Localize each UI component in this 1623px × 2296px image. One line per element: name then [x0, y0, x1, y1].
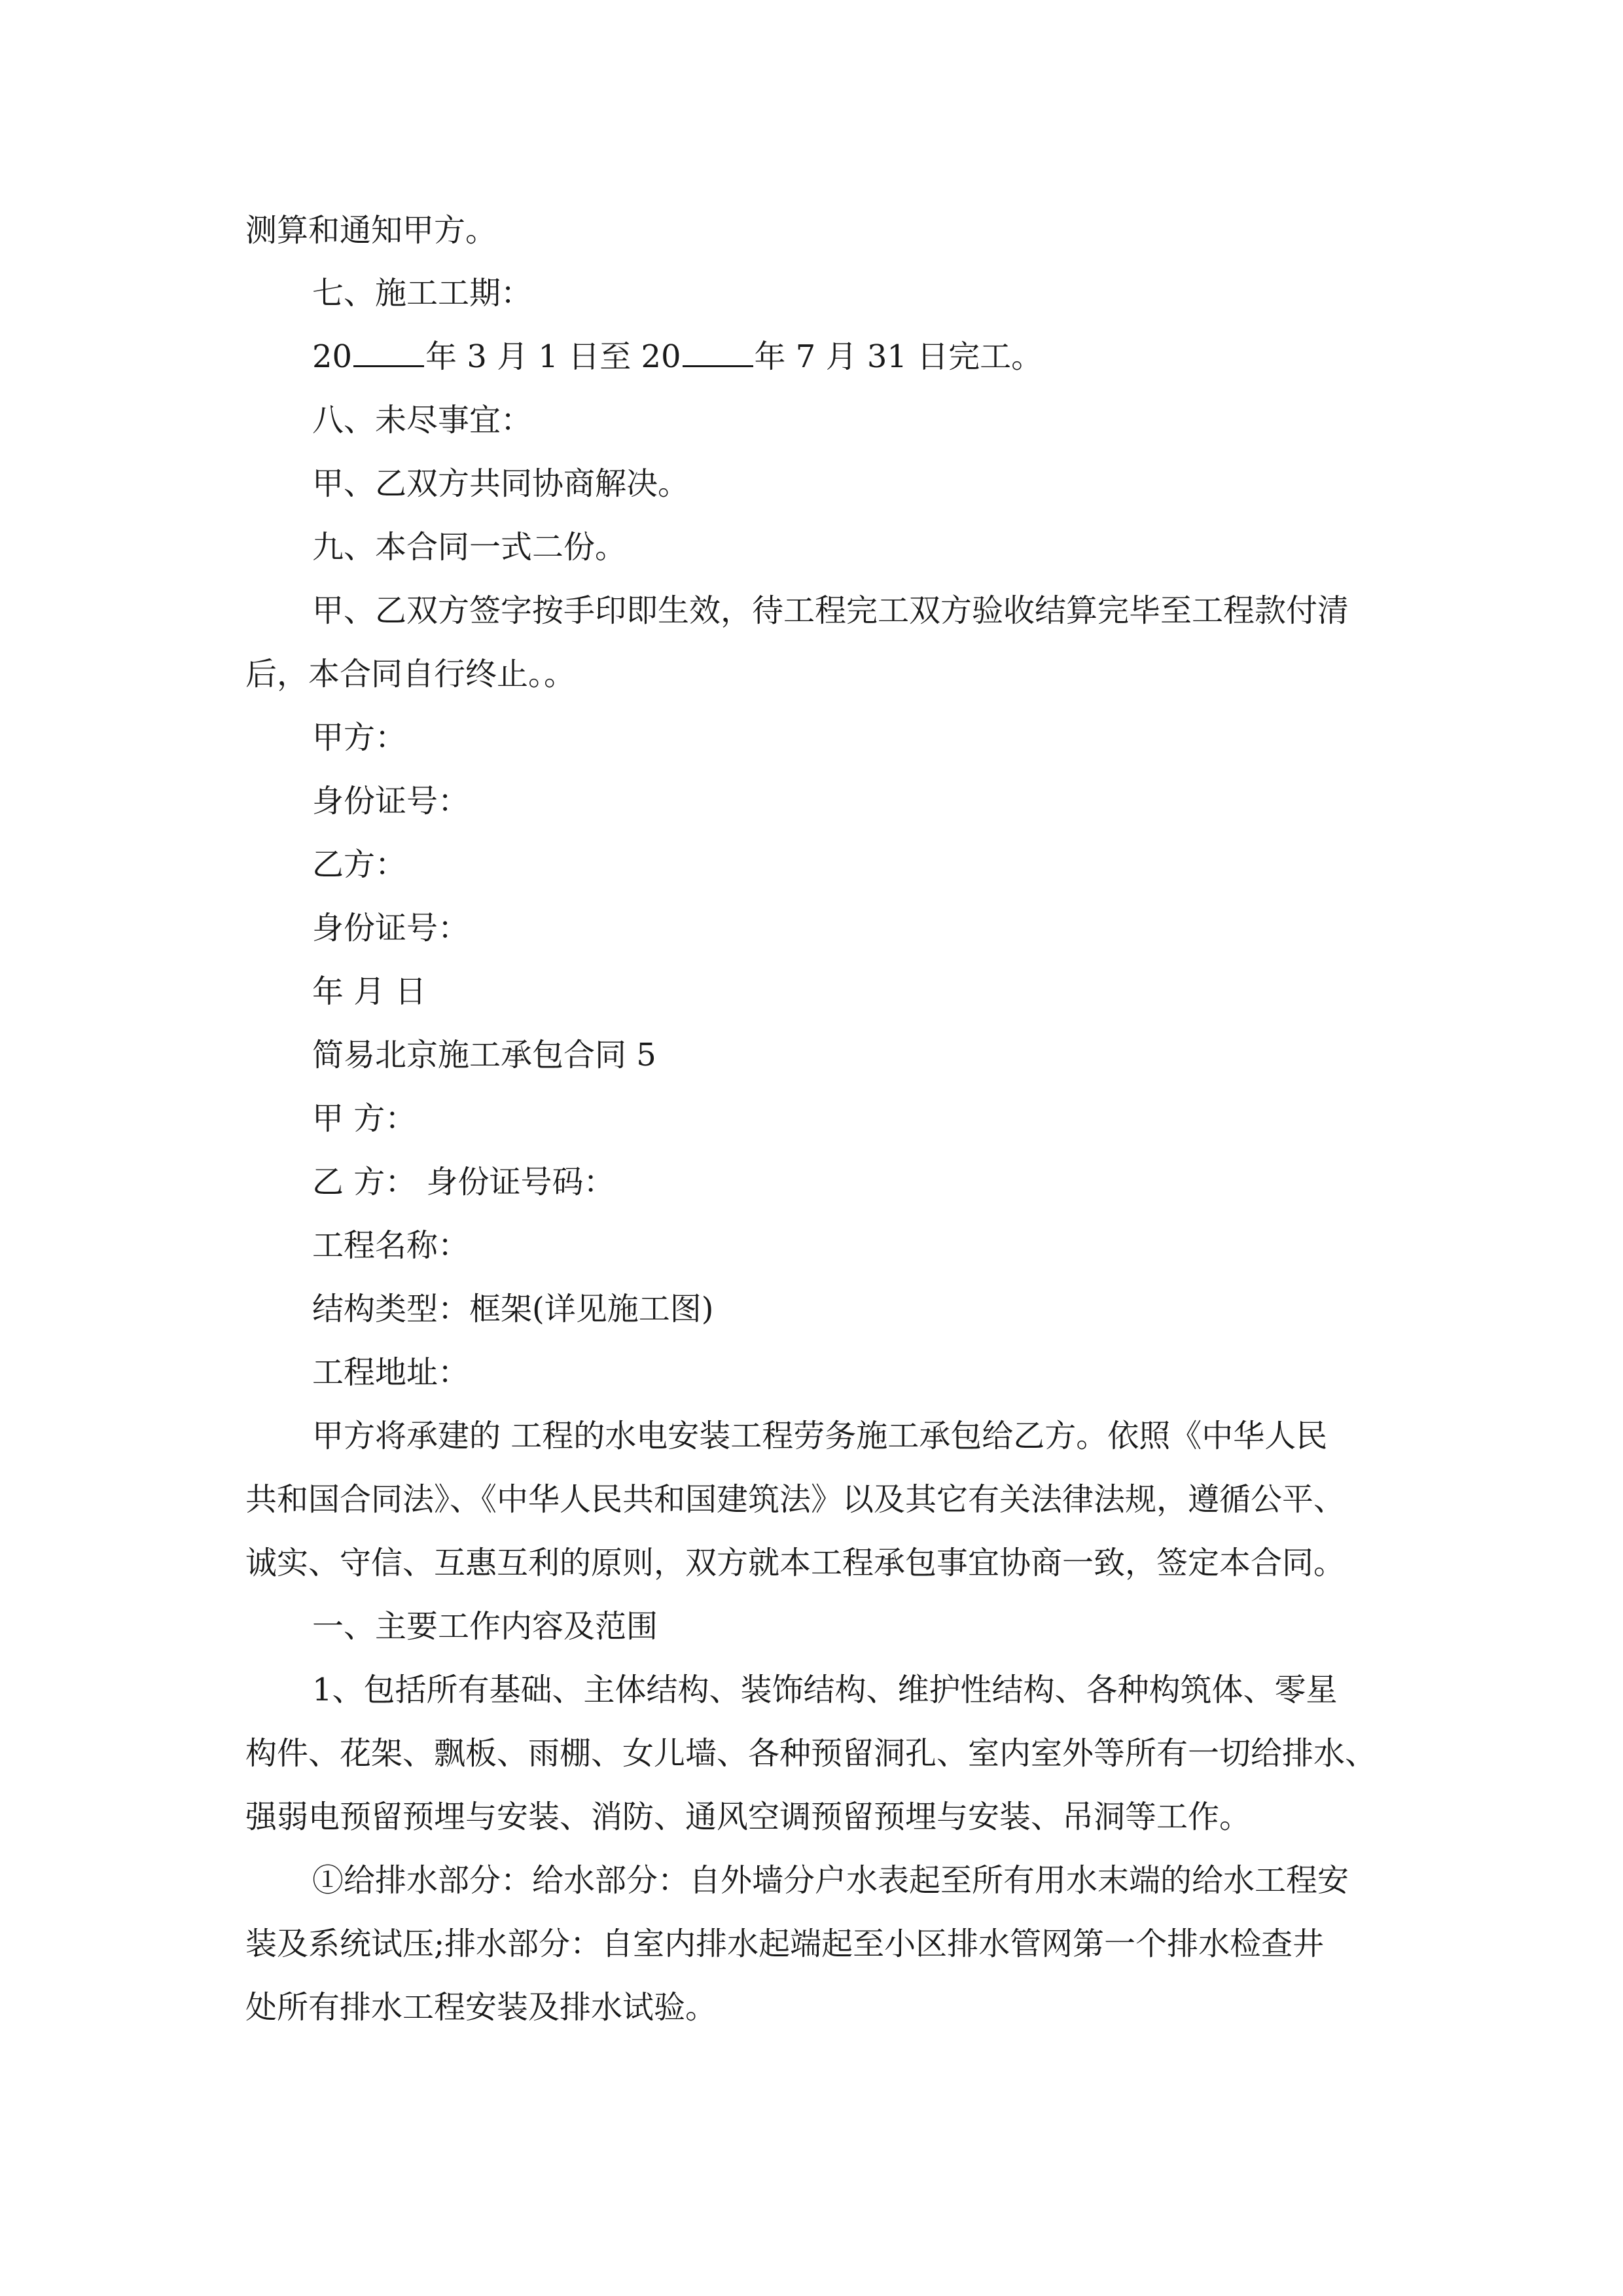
signature-date: 年 月 日	[312, 973, 427, 1010]
section-heading-work-scope: 一、主要工作内容及范围	[312, 1608, 658, 1645]
party-b-id-line: 乙 方： 身份证号码：	[312, 1164, 615, 1200]
text-line: 甲、乙双方签字按手印即生效，待工程完工双方验收结算完毕至工程款付清	[312, 592, 1349, 629]
start-date-text: 年 3 月 1 日至 20	[425, 338, 681, 375]
id-number-label: 身份证号：	[312, 783, 470, 819]
text-line: 装及系统试压;排水部分：自室内排水起端起至小区排水管网第一个排水检查井	[245, 1926, 1325, 1962]
text-line: 甲方将承建的 工程的水电安装工程劳务施工承包给乙方。依照《中华人民	[312, 1418, 1328, 1454]
text-line: ①给排水部分：给水部分：自外墙分户水表起至所有用水末端的给水工程安	[312, 1862, 1349, 1899]
section-heading-copies: 九、本合同一式二份。	[312, 529, 627, 565]
id-number-label: 身份证号：	[312, 910, 470, 946]
section-heading-construction-period: 七、施工工期：	[312, 275, 533, 312]
project-name-label: 工程名称：	[312, 1227, 470, 1264]
construction-period-line	[312, 337, 1043, 376]
text-line: 测算和通知甲方。	[245, 212, 497, 249]
party-a-label: 甲方：	[312, 719, 407, 756]
text-line: 构件、花架、飘板、雨棚、女儿墙、各种预留洞孔、室内室外等所有一切给排水、	[245, 1735, 1377, 1772]
project-address-label: 工程地址：	[312, 1354, 470, 1391]
contract-title: 简易北京施工承包合同 5	[312, 1037, 656, 1073]
year-blank	[353, 339, 424, 367]
text-line: 甲、乙双方共同协商解决。	[312, 465, 690, 502]
party-a-label: 甲 方：	[312, 1100, 417, 1137]
text-line: 1、包括所有基础、主体结构、装饰结构、维护性结构、各种构筑体、零星	[312, 1672, 1338, 1708]
date-prefix: 20	[312, 338, 353, 375]
structure-type-line: 结构类型：框架(详见施工图)	[312, 1291, 714, 1327]
text-line: 处所有排水工程安装及排水试验。	[245, 1989, 717, 2026]
text-line: 诚实、守信、互惠互利的原则，双方就本工程承包事宜协商一致，签定本合同。	[245, 1545, 1346, 1581]
end-date-text: 年 7 月 31 日完工。	[754, 338, 1043, 375]
party-b-label: 乙方：	[312, 846, 407, 883]
section-heading-pending-matters: 八、未尽事宜：	[312, 402, 533, 439]
text-line: 共和国合同法》、《中华人民共和国建筑法》以及其它有关法律法规，遵循公平、	[245, 1481, 1346, 1518]
text-line: 强弱电预留预埋与安装、消防、通风空调预留预埋与安装、吊洞等工作。	[245, 1799, 1251, 1835]
year-blank	[683, 339, 753, 367]
text-line: 后，本合同自行终止。。	[245, 656, 576, 692]
